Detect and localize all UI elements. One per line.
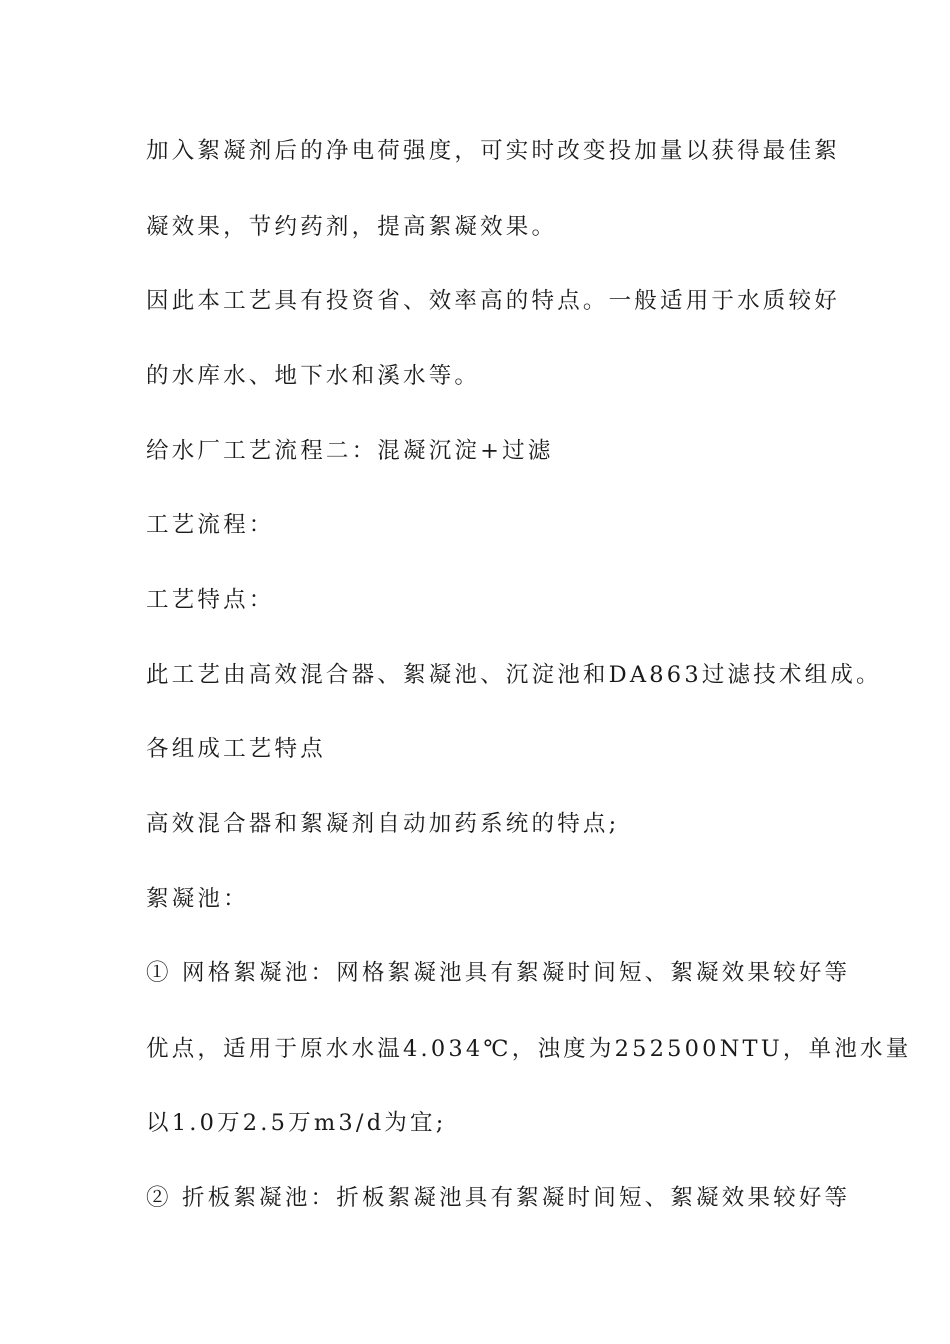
list-item: ② 折板絮凝池：折板絮凝池具有絮凝时间短、絮凝效果较好等 bbox=[146, 1185, 851, 1211]
paragraph-line: 工艺特点： bbox=[146, 587, 275, 613]
paragraph-line: 的水库水、地下水和溪水等。 bbox=[146, 363, 481, 389]
paragraph-line: 高效混合器和絮凝剂自动加药系统的特点; bbox=[146, 811, 620, 837]
paragraph-line: 优点，适用于原水水温4.034℃，浊度为252500NTU，单池水量 bbox=[146, 1036, 912, 1062]
paragraph-line: 加入絮凝剂后的净电荷强度，可实时改变投加量以获得最佳絮 bbox=[146, 138, 840, 164]
section-heading: 给水厂工艺流程二：混凝沉淀+过滤 bbox=[146, 438, 554, 464]
paragraph-line: 因此本工艺具有投资省、效率高的特点。一般适用于水质较好 bbox=[146, 288, 840, 314]
list-item: ① 网格絮凝池：网格絮凝池具有絮凝时间短、絮凝效果较好等 bbox=[146, 960, 851, 986]
paragraph-line: 凝效果，节约药剂，提高絮凝效果。 bbox=[146, 214, 558, 240]
paragraph-line: 絮凝池： bbox=[146, 886, 249, 912]
paragraph-line: 此工艺由高效混合器、絮凝池、沉淀池和DA863过滤技术组成。 bbox=[146, 662, 882, 688]
paragraph-line: 工艺流程： bbox=[146, 512, 275, 538]
paragraph-line: 各组成工艺特点 bbox=[146, 736, 326, 762]
paragraph-line: 以1.0万2.5万m3/d为宜; bbox=[146, 1110, 447, 1136]
